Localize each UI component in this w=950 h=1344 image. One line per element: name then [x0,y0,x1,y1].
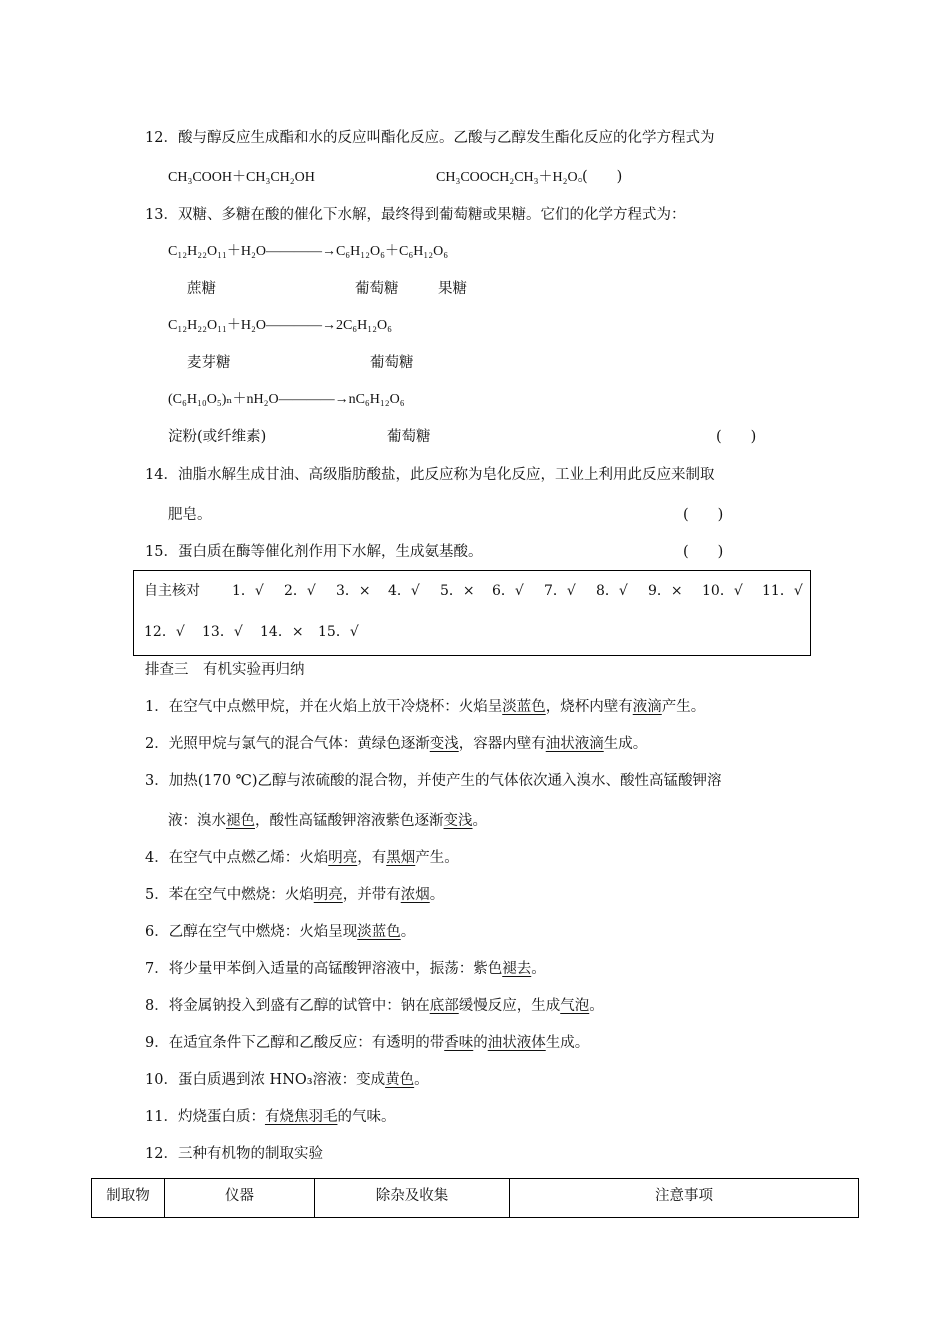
answer-item: 3．× [336,583,371,599]
answer-item: 5．× [440,583,475,599]
answer-key-label: 自主核对 [144,583,200,599]
label-fructose: 果糖 [438,281,467,297]
q13-equation-3: (C₆H₁₀O₅)ₙ＋nH₂O————→nC₆H₁₂O₆ [168,392,405,407]
experiment-item-6: 6．乙醇在空气中燃烧：火焰呈现淡蓝色。 [145,924,416,940]
experiment-item-8: 8．将金属钠投入到盛有乙醇的试管中：钠在底部缓慢反应，生成气泡。 [145,998,604,1014]
experiment-item-12: 12．三种有机物的制取实验 [145,1146,323,1162]
q13-equation-2: C₁₂H₂₂O₁₁＋H₂O————→2C₆H₁₂O₆ [168,318,393,333]
answer-item: 15．√ [318,624,359,640]
label-starch: 淀粉(或纤维素) [168,429,267,445]
question-14-cont: 肥皂。 [168,507,212,523]
answer-item: 13．√ [202,624,243,640]
experiment-item-4: 4．在空气中点燃乙烯：火焰明亮，有黑烟产生。 [145,850,459,866]
section-heading: 排查三 有机实验再归纳 [145,662,305,678]
answer-item: 8．√ [596,583,628,599]
experiment-item-10: 10．蛋白质遇到浓 HNO₃溶液：变成黄色。 [145,1072,429,1088]
answer-item: 11．√ [762,583,803,599]
q13-equation-1: C₁₂H₂₂O₁₁＋H₂O————→C₆H₁₂O₆＋C₆H₁₂O₆ [168,244,449,259]
experiment-item-3: 3．加热(170 ℃)乙醇与浓硫酸的混合物，并使产生的气体依次通入溴水、酸性高锰酸钾溶 [145,773,722,789]
preparation-table [91,1178,859,1218]
experiment-item-9: 9．在适宜条件下乙醇和乙酸反应：有透明的带香味的油状液体生成。 [145,1035,590,1051]
q12-equation-left: CH₃COOH＋CH₃CH₂OH [168,170,315,185]
answer-item: 14．× [260,624,304,640]
question-13: 13．双糖、多糖在酸的催化下水解，最终得到葡萄糖或果糖。它们的化学方程式为： [145,207,686,223]
label-glucose: 葡萄糖 [355,281,399,297]
answer-item: 1．√ [232,583,264,599]
experiment-item-5: 5．苯在空气中燃烧：火焰明亮，并带有浓烟。 [145,887,445,903]
experiment-item-2: 2．光照甲烷与氯气的混合气体：黄绿色逐渐变浅，容器内壁有油状液滴生成。 [145,736,648,752]
label-glucose-2: 葡萄糖 [370,355,414,371]
experiment-item-11: 11．灼烧蛋白质：有烧焦羽毛的气味。 [145,1109,396,1125]
answer-item: 9．× [648,583,683,599]
answer-item: 10．√ [702,583,743,599]
answer-item: 4．√ [388,583,420,599]
label-maltose: 麦芽糖 [187,355,231,371]
q15-answer-paren: ( ) [683,544,724,560]
q13-answer-paren: ( ) [716,429,757,445]
label-glucose-3: 葡萄糖 [387,429,431,445]
q12-equation-right: CH₃COOCH₂CH₃＋H₂O。 [436,170,592,185]
q12-answer-paren: ( ) [582,169,623,185]
column-header-product: 制取物 [92,1179,165,1218]
question-14: 14．油脂水解生成甘油、高级脂肪酸盐，此反应称为皂化反应，工业上利用此反应来制取 [145,467,715,483]
answer-item: 7．√ [544,583,576,599]
answer-item: 12．√ [144,624,185,640]
table-header-row [92,1179,859,1218]
column-header-purification: 除杂及收集 [315,1179,510,1218]
column-header-notes: 注意事项 [510,1179,859,1218]
answer-item: 2．√ [284,583,316,599]
label-sucrose: 蔗糖 [187,281,216,297]
question-15: 15．蛋白质在酶等催化剂作用下水解，生成氨基酸。 [145,544,483,560]
q14-answer-paren: ( ) [683,507,724,523]
question-12: 12．酸与醇反应生成酯和水的反应叫酯化反应。乙酸与乙醇发生酯化反应的化学方程式为 [145,130,715,146]
answer-key-box [133,570,811,656]
experiment-item-3-cont: 液：溴水褪色，酸性高锰酸钾溶液紫色逐渐变浅。 [168,813,487,829]
experiment-item-1: 1．在空气中点燃甲烷，并在火焰上放干冷烧杯：火焰呈淡蓝色，烧杯内壁有液滴产生。 [145,699,706,715]
answer-item: 6．√ [492,583,524,599]
experiment-item-7: 7．将少量甲苯倒入适量的高锰酸钾溶液中，振荡：紫色褪去。 [145,961,546,977]
column-header-apparatus: 仪器 [165,1179,315,1218]
